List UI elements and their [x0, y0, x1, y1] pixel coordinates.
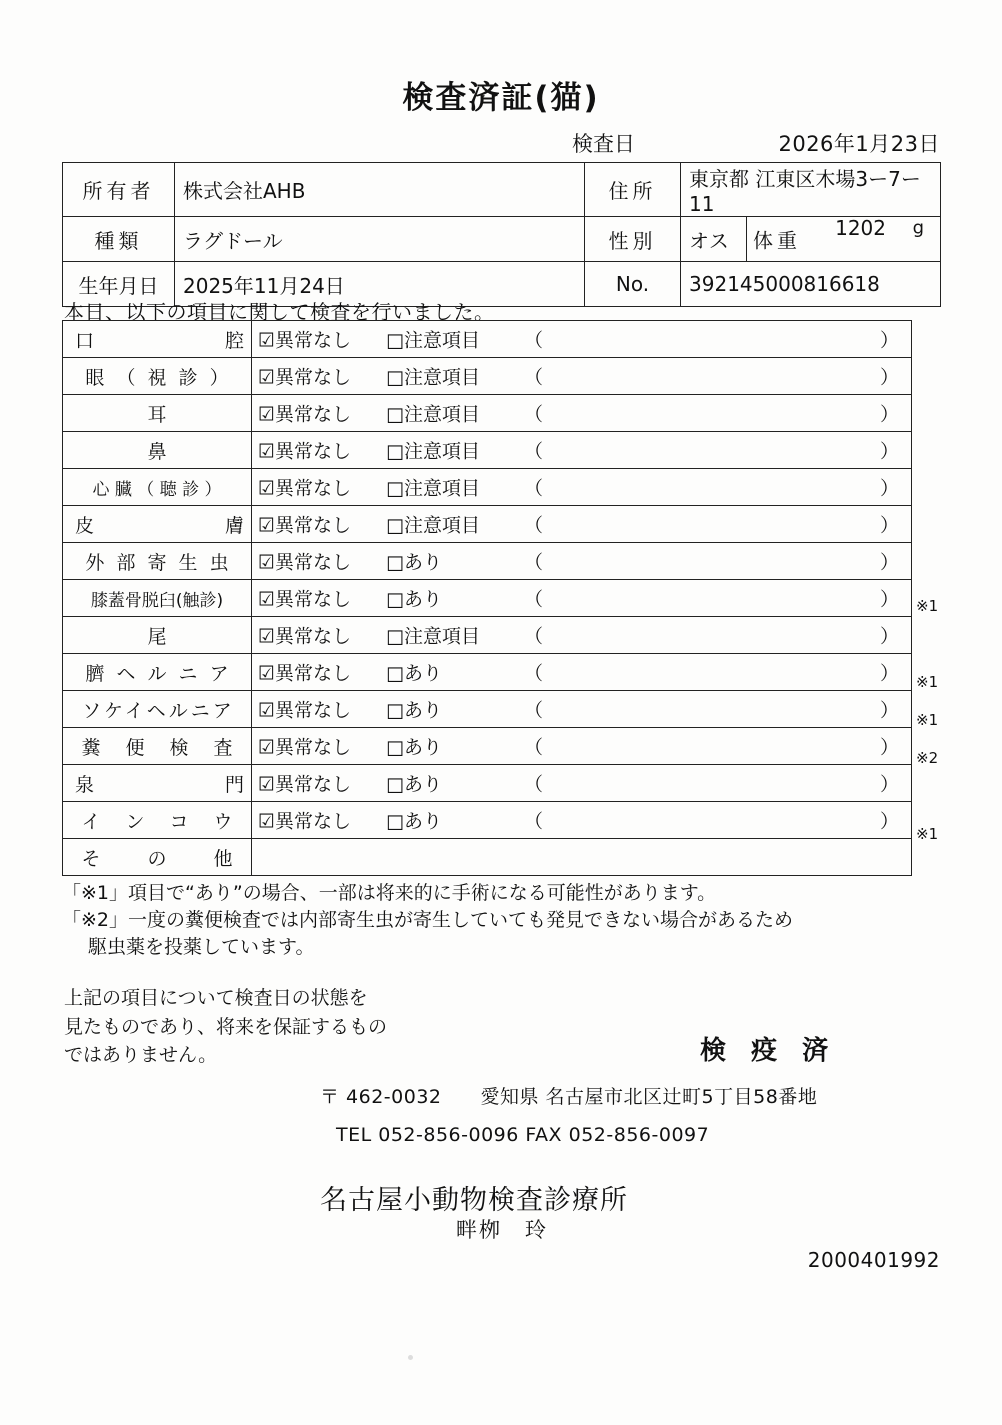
exam-date-row — [62, 128, 940, 156]
checkbox-secondary-box[interactable]: □ — [386, 366, 404, 389]
exam-item-options — [252, 802, 912, 839]
weight-unit: g — [912, 217, 924, 239]
weight-cell — [747, 217, 941, 262]
weight-label: 体重 — [753, 228, 802, 253]
checkbox-normal[interactable] — [258, 770, 351, 797]
clinic-tel: TEL 052-856-0096 FAX 052-856-0097 — [336, 1124, 710, 1146]
checkbox-normal-box[interactable]: ☑ — [258, 662, 276, 685]
checkbox-normal[interactable] — [258, 400, 351, 427]
remark-paren-close: ） — [879, 477, 899, 500]
exam-date-value: 2026年1月23日 — [778, 132, 940, 156]
remark-paren-open: （ — [524, 514, 544, 537]
exam-item-label: ソケイヘルニア — [63, 691, 252, 728]
remark-paren-close: ） — [879, 440, 899, 463]
checkbox-secondary-label: 注意項目 — [403, 625, 480, 648]
birth-value: 2025年11月24日 — [175, 262, 585, 307]
checkbox-secondary-label: 注意項目 — [403, 477, 480, 500]
owner-label: 所有者 — [63, 163, 175, 217]
checkbox-secondary-label: 注意項目 — [403, 403, 480, 426]
remark-paren-close: ） — [879, 403, 899, 426]
table-row — [63, 217, 941, 262]
exam-item-label: 鼻 — [63, 432, 252, 469]
footnote-marker: ※1 — [916, 711, 939, 729]
table-row — [63, 163, 941, 217]
exam-items-table — [62, 320, 912, 876]
checkbox-normal-box[interactable]: ☑ — [258, 514, 276, 537]
exam-item-row — [63, 506, 912, 543]
checkbox-secondary[interactable] — [386, 474, 480, 501]
checkbox-normal-label: 異常なし — [275, 551, 352, 574]
exam-item-options — [252, 469, 912, 506]
checkbox-secondary-box[interactable]: □ — [386, 588, 404, 611]
exam-item-row — [63, 839, 912, 876]
intro-text: 本日、以下の項目に関して検査を行いました。 — [64, 300, 495, 324]
checkbox-secondary-label: あり — [403, 662, 442, 685]
disclaimer-line-3: ではありません。 — [64, 1044, 218, 1066]
checkbox-normal[interactable] — [258, 733, 351, 760]
exam-item-row — [63, 469, 912, 506]
header-info-table — [62, 162, 941, 307]
remark-paren-open: （ — [524, 329, 544, 352]
quarantine-stamp: 検 疫 済 — [700, 1036, 837, 1066]
address-label: 住所 — [585, 163, 681, 217]
exam-item-row — [63, 654, 912, 691]
footnote-3: 駆虫薬を投薬しています。 — [88, 935, 315, 958]
exam-item-label: 膝蓋骨脱臼(触診) — [63, 580, 252, 617]
checkbox-secondary-box[interactable]: □ — [386, 736, 404, 759]
weight-value: 1202 — [835, 216, 886, 240]
checkbox-normal-label: 異常なし — [275, 662, 352, 685]
disclaimer-line-2: 見たものであり、将来を保証するもの — [64, 1015, 388, 1038]
exam-item-options — [252, 654, 912, 691]
footnote-marker: ※1 — [916, 825, 939, 843]
checkbox-normal-box[interactable]: ☑ — [258, 366, 276, 389]
footnote-1: 「※1」項目で“あり”の場合、一部は将来的に手術になる可能性があります。 — [62, 882, 717, 904]
checkbox-secondary[interactable] — [386, 696, 442, 723]
exam-item-label: 糞 便 検 査 — [63, 728, 252, 765]
no-value: 392145000816618 — [681, 262, 941, 307]
checkbox-secondary[interactable] — [386, 363, 480, 390]
checkbox-normal[interactable] — [258, 363, 351, 390]
exam-item-label: 心 臓 （ 聴 診 ） — [63, 469, 252, 506]
exam-item-row — [63, 543, 912, 580]
remark-paren-close: ） — [879, 699, 899, 722]
exam-item-row — [63, 358, 912, 395]
checkbox-normal-label: 異常なし — [275, 477, 352, 500]
exam-item-row — [63, 395, 912, 432]
exam-item-options — [252, 506, 912, 543]
owner-value: 株式会社AHB — [175, 163, 585, 217]
exam-item-options — [252, 395, 912, 432]
checkbox-secondary-label: あり — [403, 588, 442, 611]
checkbox-normal-box[interactable]: ☑ — [258, 329, 276, 352]
checkbox-normal-label: 異常なし — [275, 588, 352, 611]
exam-item-row — [63, 580, 912, 617]
checkbox-normal-label: 異常なし — [275, 773, 352, 796]
remark-paren-open: （ — [524, 662, 544, 685]
checkbox-secondary[interactable] — [386, 807, 442, 834]
checkbox-secondary-box[interactable]: □ — [386, 514, 404, 537]
remark-paren-close: ） — [879, 625, 899, 648]
checkbox-secondary-label: あり — [403, 810, 442, 833]
checkbox-normal-box[interactable]: ☑ — [258, 440, 276, 463]
exam-item-row — [63, 432, 912, 469]
remark-paren-open: （ — [524, 403, 544, 426]
checkbox-secondary[interactable] — [386, 400, 480, 427]
remark-paren-open: （ — [524, 551, 544, 574]
checkbox-secondary[interactable] — [386, 770, 442, 797]
remark-paren-open: （ — [524, 810, 544, 833]
exam-item-row — [63, 728, 912, 765]
checkbox-secondary-box[interactable]: □ — [386, 551, 404, 574]
checkbox-normal[interactable] — [258, 696, 351, 723]
remark-paren-open: （ — [524, 477, 544, 500]
remark-paren-close: ） — [879, 551, 899, 574]
checkbox-normal-box[interactable]: ☑ — [258, 477, 276, 500]
remark-paren-open: （ — [524, 440, 544, 463]
remark-paren-close: ） — [879, 588, 899, 611]
exam-item-label: 臍 ヘ ル ニ ア — [63, 654, 252, 691]
checkbox-secondary-label: 注意項目 — [403, 440, 480, 463]
checkbox-normal-label: 異常なし — [275, 440, 352, 463]
checkbox-secondary[interactable] — [386, 548, 442, 575]
checkbox-secondary-label: あり — [403, 551, 442, 574]
checkbox-normal-box[interactable]: ☑ — [258, 736, 276, 759]
checkbox-normal[interactable] — [258, 807, 351, 834]
exam-item-row — [63, 321, 912, 358]
checkbox-normal-label: 異常なし — [275, 403, 352, 426]
exam-item-options — [252, 617, 912, 654]
checkbox-secondary[interactable] — [386, 326, 480, 353]
checkbox-normal-label: 異常なし — [275, 736, 352, 759]
no-label: No. — [585, 262, 681, 307]
page-title: 検査済証(猫) — [402, 80, 600, 116]
checkbox-secondary-box[interactable]: □ — [386, 662, 404, 685]
clinic-name: 名古屋小動物検査診療所 — [320, 1185, 628, 1216]
checkbox-normal-box[interactable]: ☑ — [258, 810, 276, 833]
checkbox-secondary-label: 注意項目 — [403, 366, 480, 389]
exam-item-label: 皮 膚 — [63, 506, 252, 543]
exam-item-options — [252, 543, 912, 580]
checkbox-secondary[interactable] — [386, 733, 442, 760]
checkbox-normal-box[interactable]: ☑ — [258, 403, 276, 426]
exam-item-options — [252, 728, 912, 765]
checkbox-normal[interactable] — [258, 326, 351, 353]
serial-number: 2000401992 — [807, 1248, 940, 1272]
exam-item-options — [252, 839, 912, 876]
remark-paren-open: （ — [524, 699, 544, 722]
exam-item-label: 眼 （ 視 診 ） — [63, 358, 252, 395]
checkbox-secondary-box[interactable]: □ — [386, 440, 404, 463]
address-value: 東京都 江東区木場3ー7ー11 — [681, 163, 941, 217]
checkbox-normal-box[interactable]: ☑ — [258, 699, 276, 722]
exam-item-row — [63, 617, 912, 654]
remark-paren-close: ） — [879, 329, 899, 352]
checkbox-normal-box[interactable]: ☑ — [258, 551, 276, 574]
checkbox-normal-label: 異常なし — [275, 810, 352, 833]
breed-label: 種類 — [63, 217, 175, 262]
disclaimer — [64, 984, 387, 1070]
checkbox-normal-box[interactable]: ☑ — [258, 625, 276, 648]
checkbox-secondary-label: 注意項目 — [403, 329, 480, 352]
checkbox-secondary[interactable] — [386, 585, 442, 612]
footnote-marker: ※1 — [916, 597, 939, 615]
remark-paren-close: ） — [879, 810, 899, 833]
remark-paren-close: ） — [879, 773, 899, 796]
checkbox-normal-label: 異常なし — [275, 514, 352, 537]
exam-item-options — [252, 691, 912, 728]
checkbox-secondary-box[interactable]: □ — [386, 773, 404, 796]
breed-value: ラグドール — [175, 217, 585, 262]
checkbox-normal[interactable] — [258, 511, 351, 538]
checkbox-secondary[interactable] — [386, 511, 480, 538]
exam-item-label: イ ン コ ウ — [63, 802, 252, 839]
checkbox-normal-label: 異常なし — [275, 329, 352, 352]
footnote-marker: ※2 — [916, 749, 939, 767]
checkbox-normal[interactable] — [258, 474, 351, 501]
checkbox-normal[interactable] — [258, 659, 351, 686]
exam-item-options — [252, 358, 912, 395]
footnote-2: 「※2」一度の糞便検査では内部寄生虫が寄生していても発見できない場合があるため — [62, 908, 794, 931]
checkbox-secondary-box[interactable]: □ — [386, 699, 404, 722]
exam-item-label: 口 腔 — [63, 321, 252, 358]
checkbox-secondary-box[interactable]: □ — [386, 810, 404, 833]
checkbox-secondary[interactable] — [386, 622, 480, 649]
checkbox-secondary[interactable] — [386, 659, 442, 686]
checkbox-normal[interactable] — [258, 585, 351, 612]
checkbox-normal-label: 異常なし — [275, 366, 352, 389]
remark-paren-open: （ — [524, 366, 544, 389]
exam-item-options — [252, 765, 912, 802]
exam-item-options — [252, 580, 912, 617]
exam-item-row — [63, 802, 912, 839]
clinic-address: 〒 462-0032 愛知県 名古屋市北区辻町5丁目58番地 — [320, 1086, 818, 1108]
checkbox-normal[interactable] — [258, 548, 351, 575]
paper-artifact — [408, 1355, 413, 1360]
checkbox-secondary-box[interactable]: □ — [386, 329, 404, 352]
exam-item-label: 尾 — [63, 617, 252, 654]
checkbox-secondary-label: あり — [403, 699, 442, 722]
remark-paren-close: ） — [879, 366, 899, 389]
exam-item-label: 外 部 寄 生 虫 — [63, 543, 252, 580]
exam-item-options — [252, 432, 912, 469]
clinic-person: 畔栁 玲 — [456, 1218, 548, 1242]
checkbox-secondary-label: 注意項目 — [403, 514, 480, 537]
checkbox-normal-box[interactable]: ☑ — [258, 773, 276, 796]
checkbox-secondary-box[interactable]: □ — [386, 403, 404, 426]
remark-paren-open: （ — [524, 588, 544, 611]
checkbox-secondary-label: あり — [403, 736, 442, 759]
exam-item-options — [252, 321, 912, 358]
sex-label: 性別 — [585, 217, 681, 262]
exam-date-label: 検査日 — [572, 132, 635, 156]
exam-item-row — [63, 691, 912, 728]
exam-item-label: 泉 門 — [63, 765, 252, 802]
remark-paren-open: （ — [524, 625, 544, 648]
checkbox-secondary-box[interactable]: □ — [386, 477, 404, 500]
sex-value: オス — [681, 217, 747, 262]
footnotes — [62, 880, 942, 961]
exam-item-label: そ の 他 — [63, 839, 252, 876]
remark-paren-open: （ — [524, 773, 544, 796]
checkbox-secondary-box[interactable]: □ — [386, 625, 404, 648]
remark-paren-close: ） — [879, 662, 899, 685]
footnote-marker: ※1 — [916, 673, 939, 691]
checkbox-normal[interactable] — [258, 437, 351, 464]
disclaimer-line-1: 上記の項目について検査日の状態を — [64, 987, 368, 1009]
checkbox-secondary-label: あり — [403, 773, 442, 796]
checkbox-secondary[interactable] — [386, 437, 480, 464]
exam-item-label: 耳 — [63, 395, 252, 432]
checkbox-normal-label: 異常なし — [275, 699, 352, 722]
exam-item-row — [63, 765, 912, 802]
remark-paren-close: ） — [879, 736, 899, 759]
remark-paren-open: （ — [524, 736, 544, 759]
checkbox-normal-label: 異常なし — [275, 625, 352, 648]
birth-label: 生年月日 — [63, 262, 175, 307]
remark-paren-close: ） — [879, 514, 899, 537]
checkbox-normal-box[interactable]: ☑ — [258, 588, 276, 611]
checkbox-normal[interactable] — [258, 622, 351, 649]
